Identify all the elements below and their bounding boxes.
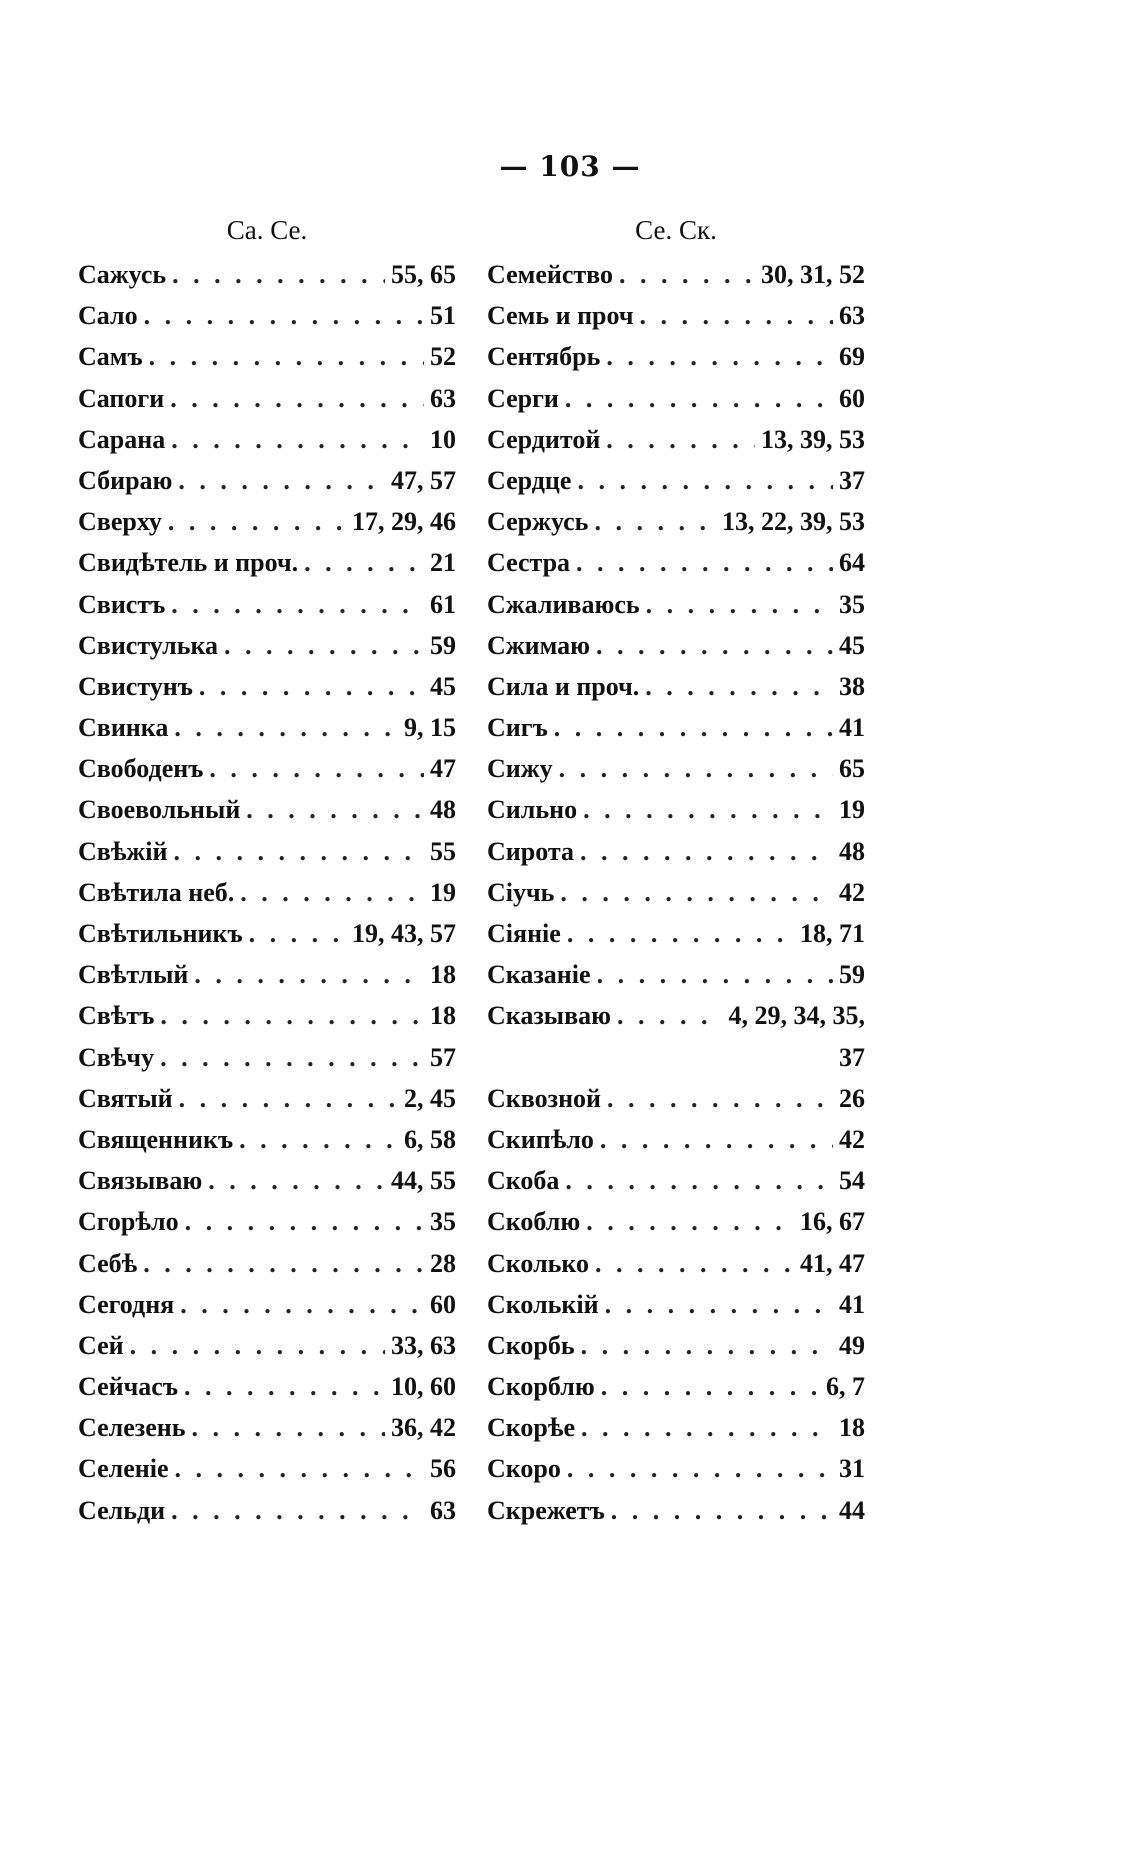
entry-pages: 18, 71 <box>800 919 865 948</box>
index-entry <box>78 584 456 625</box>
entry-pages: 19 <box>839 795 865 825</box>
index-entry <box>78 1201 456 1242</box>
entry-pages: 13, 39, 53 <box>761 424 865 454</box>
index-entry <box>78 1490 456 1531</box>
entry-term: Сила и проч. <box>487 671 640 701</box>
index-entry <box>487 419 865 460</box>
entry-pages: 38 <box>839 671 865 701</box>
entry-term: Свидѣтель и проч. <box>78 548 299 578</box>
index-entry <box>487 789 865 830</box>
dot-leader <box>567 913 794 954</box>
dot-leader <box>199 666 424 707</box>
index-entry <box>78 995 456 1036</box>
entry-term: Сжимаю <box>487 630 591 660</box>
entry-pages: 63 <box>839 301 865 331</box>
entry-pages: 21 <box>430 548 456 578</box>
entry-term: Скоро <box>487 1454 561 1484</box>
entry-pages: 55, 65 <box>391 260 456 289</box>
entry-term: Скипѣло <box>487 1124 594 1154</box>
dot-leader <box>184 1366 385 1407</box>
entry-term: Сижу <box>487 754 553 784</box>
dot-leader <box>130 1325 385 1366</box>
dot-leader <box>178 460 385 501</box>
dot-leader <box>171 1490 424 1531</box>
entry-term: Сажусь <box>78 260 167 289</box>
index-entry <box>78 378 456 419</box>
entry-term: Серги <box>487 383 559 413</box>
entry-pages: 63 <box>430 1495 456 1525</box>
entry-pages: 18 <box>839 1413 865 1443</box>
index-entry <box>487 913 865 954</box>
entry-pages: 45 <box>430 671 456 701</box>
entry-pages: 10, 60 <box>391 1372 456 1402</box>
dot-leader <box>600 1119 833 1160</box>
entry-term: Себѣ <box>78 1248 138 1278</box>
entry-pages: 45 <box>839 630 865 660</box>
right-column-header: Се. Ск. <box>635 215 717 245</box>
entry-pages: 48 <box>430 795 456 825</box>
index-entry <box>487 995 865 1036</box>
entry-pages: 44, 55 <box>391 1166 456 1196</box>
index-entry <box>78 460 456 501</box>
right-column <box>487 208 865 1531</box>
entry-pages: 6, 58 <box>404 1124 456 1154</box>
entry-term: Свѣчу <box>78 1042 155 1072</box>
entry-term: Сапоги <box>78 383 165 413</box>
dot-leader <box>194 954 424 995</box>
dot-leader <box>640 295 833 336</box>
entry-pages: 9, 15 <box>404 713 456 743</box>
entry-term: Своевольный <box>78 795 241 825</box>
entry-pages: 33, 63 <box>391 1330 456 1360</box>
dot-leader <box>209 748 424 789</box>
entry-term: Свѣжій <box>78 836 168 866</box>
entry-term: Сказываю <box>487 1001 612 1031</box>
entry-pages: 35 <box>430 1207 456 1237</box>
entry-pages: 55 <box>430 836 456 866</box>
index-entry <box>78 748 456 789</box>
entry-pages: 35 <box>839 589 865 619</box>
entry-term: Сіяніе <box>487 919 561 948</box>
index-entry <box>487 378 865 419</box>
dot-leader <box>239 1119 398 1160</box>
entry-term: Сердце <box>487 465 572 495</box>
index-entry <box>487 1201 865 1242</box>
entry-term: Сегодня <box>78 1289 175 1319</box>
entry-term: Сбираю <box>78 465 173 495</box>
dot-leader <box>560 872 833 913</box>
entry-term: Сильно <box>487 795 578 825</box>
dot-leader <box>185 1201 424 1242</box>
entry-term: Сало <box>78 301 138 331</box>
entry-pages: 37 <box>839 1042 865 1072</box>
index-entry <box>78 913 456 954</box>
dot-leader <box>606 419 755 460</box>
index-entry <box>78 419 456 460</box>
entry-pages: 56 <box>430 1454 456 1484</box>
entry-pages: 19, 43, 57 <box>352 919 456 948</box>
dot-leader <box>611 1490 833 1531</box>
entry-term: Свѣтила неб. <box>78 877 235 907</box>
index-entry <box>487 1078 865 1119</box>
dot-leader <box>645 666 833 707</box>
entry-pages: 41, 47 <box>800 1248 865 1278</box>
index-entry <box>487 1243 865 1284</box>
entry-pages: 47 <box>430 754 456 784</box>
index-entry <box>78 789 456 830</box>
index-entry <box>78 1366 456 1407</box>
entry-term: Семейство <box>487 260 614 289</box>
entry-pages: 59 <box>839 960 865 990</box>
entry-pages: 41 <box>839 1289 865 1319</box>
dot-leader <box>180 1284 424 1325</box>
entry-pages: 60 <box>430 1289 456 1319</box>
entry-term: Свинка <box>78 713 169 743</box>
dot-leader <box>172 254 385 295</box>
entry-term: Свѣтъ <box>78 1001 155 1031</box>
dot-leader <box>567 1448 833 1489</box>
left-column-header: Са. Се. <box>226 215 308 245</box>
entry-term: Сержусь <box>487 507 589 537</box>
dot-leader <box>596 625 833 666</box>
dot-leader <box>605 1284 833 1325</box>
index-entry <box>487 1366 865 1407</box>
entry-term: Сейчасъ <box>78 1372 178 1402</box>
entry-pages: 65 <box>839 754 865 784</box>
entry-pages: 51 <box>430 301 456 331</box>
entry-pages: 31 <box>839 1454 865 1484</box>
dot-leader <box>554 707 833 748</box>
entry-pages: 63 <box>430 383 456 413</box>
index-entry <box>487 1119 865 1160</box>
entry-pages: 61 <box>430 589 456 619</box>
dot-leader <box>144 295 424 336</box>
entry-pages: 2, 45 <box>404 1083 456 1113</box>
entry-term: Скорблю <box>487 1372 595 1402</box>
entry-term: Связываю <box>78 1166 203 1196</box>
entry-term: Самъ <box>78 342 143 372</box>
dot-leader <box>224 625 424 666</box>
entry-pages: 54 <box>839 1166 865 1196</box>
dot-leader <box>559 748 833 789</box>
entry-pages: 41 <box>839 713 865 743</box>
dot-leader <box>174 707 398 748</box>
dot-leader <box>586 1201 794 1242</box>
entry-pages: 52 <box>430 342 456 372</box>
dot-leader <box>576 542 833 583</box>
dot-leader <box>168 501 346 542</box>
entry-pages: 13, 22, 39, 53 <box>722 507 865 537</box>
entry-pages: 18 <box>430 960 456 990</box>
entry-pages: 4, 29, 34, 35, <box>728 1001 865 1031</box>
entry-term: Сельди <box>78 1495 166 1525</box>
dot-leader <box>175 1448 424 1489</box>
entry-pages: 30, 31, 52 <box>761 260 865 289</box>
index-entry <box>78 1243 456 1284</box>
index-entry <box>487 1284 865 1325</box>
dot-leader <box>160 1037 424 1078</box>
dot-leader <box>565 378 833 419</box>
entry-pages: 10 <box>430 424 456 454</box>
dot-leader <box>246 789 424 830</box>
index-entry <box>487 501 865 542</box>
index-entry <box>487 295 865 336</box>
entry-pages: 19 <box>430 877 456 907</box>
entry-term: Свистъ <box>78 589 166 619</box>
entry-pages: 57 <box>430 1042 456 1072</box>
dot-leader <box>619 254 755 295</box>
index-entry <box>78 1325 456 1366</box>
dot-leader <box>606 336 833 377</box>
left-entry-list <box>78 254 456 1531</box>
entry-pages: 16, 67 <box>800 1207 865 1237</box>
index-entry <box>487 1160 865 1201</box>
index-entry <box>78 831 456 872</box>
entry-pages: 48 <box>839 836 865 866</box>
dot-leader <box>581 1325 833 1366</box>
index-entry <box>487 254 865 295</box>
dot-leader <box>583 789 833 830</box>
entry-term: Сколько <box>487 1248 590 1278</box>
dot-leader <box>594 501 716 542</box>
dot-leader <box>179 1078 398 1119</box>
index-entry <box>487 1490 865 1531</box>
dot-leader <box>597 954 833 995</box>
entry-term: Священникъ <box>78 1124 234 1154</box>
dot-leader <box>249 913 346 954</box>
entry-pages: 44 <box>839 1495 865 1525</box>
entry-term: Селезень <box>78 1413 186 1443</box>
entry-term: Скорбь <box>487 1330 575 1360</box>
entry-pages: 28 <box>430 1248 456 1278</box>
entry-term: Скоблю <box>487 1207 581 1237</box>
index-entry <box>487 1448 865 1489</box>
index-entry <box>78 336 456 377</box>
index-entry <box>78 666 456 707</box>
entry-term: Святый <box>78 1083 173 1113</box>
entry-term: Свободенъ <box>78 754 204 784</box>
index-entry <box>78 625 456 666</box>
dot-leader <box>171 419 424 460</box>
dot-leader <box>240 872 424 913</box>
dot-leader <box>577 460 833 501</box>
entry-pages: 59 <box>430 630 456 660</box>
entry-term: Сжаливаюсь <box>487 589 640 619</box>
index-entry <box>78 501 456 542</box>
dot-leader <box>208 1160 385 1201</box>
dot-leader <box>646 584 833 625</box>
entry-pages: 17, 29, 46 <box>352 507 456 537</box>
index-entry <box>487 460 865 501</box>
entry-term: Сестра <box>487 548 571 578</box>
index-entry <box>487 584 865 625</box>
index-entry <box>487 707 865 748</box>
left-column <box>78 208 456 1531</box>
dot-leader <box>617 995 722 1036</box>
entry-term: Селеніе <box>78 1454 169 1484</box>
entry-term: Свѣтлый <box>78 960 189 990</box>
entry-term: Свѣтильникъ <box>78 919 243 948</box>
index-entry <box>78 954 456 995</box>
dot-leader <box>173 831 424 872</box>
entry-pages: 36, 42 <box>391 1413 456 1443</box>
dot-leader <box>191 1407 385 1448</box>
index-entry <box>487 1037 865 1078</box>
index-entry <box>487 336 865 377</box>
entry-pages: 42 <box>839 1124 865 1154</box>
dot-leader <box>170 378 424 419</box>
entry-pages: 26 <box>839 1083 865 1113</box>
index-entry <box>487 1325 865 1366</box>
index-entry <box>78 1284 456 1325</box>
index-entry <box>487 872 865 913</box>
index-entry <box>487 542 865 583</box>
index-entry <box>487 748 865 789</box>
page-number: — 103 — <box>499 150 641 183</box>
entry-term: Сарана <box>78 424 166 454</box>
index-entry <box>78 1078 456 1119</box>
dot-leader <box>595 1243 794 1284</box>
dot-leader <box>171 584 424 625</box>
entry-term: Сверху <box>78 507 162 537</box>
dot-leader <box>565 1160 833 1201</box>
entry-term: Сквозной <box>487 1083 602 1113</box>
entry-pages: 37 <box>839 465 865 495</box>
entry-term: Сказаніе <box>487 960 591 990</box>
index-entry <box>487 1407 865 1448</box>
entry-pages: 42 <box>839 877 865 907</box>
dot-leader <box>601 1366 820 1407</box>
dot-leader <box>149 336 424 377</box>
index-entry <box>78 254 456 295</box>
entry-term: Сирота <box>487 836 574 866</box>
entry-term: Сей <box>78 1330 124 1360</box>
dot-leader <box>143 1243 424 1284</box>
index-entry <box>78 1407 456 1448</box>
entry-pages: 47, 57 <box>391 465 456 495</box>
entry-pages: 64 <box>839 548 865 578</box>
entry-term: Сердитой <box>487 424 601 454</box>
index-entry <box>78 1037 456 1078</box>
dot-leader <box>160 995 424 1036</box>
entry-term: Сигъ <box>487 713 548 743</box>
index-entry <box>78 295 456 336</box>
entry-term: Скрежетъ <box>487 1495 605 1525</box>
index-entry <box>78 1119 456 1160</box>
entry-term: Семь и проч <box>487 301 634 331</box>
entry-pages: 69 <box>839 342 865 372</box>
dot-leader <box>304 542 424 583</box>
entry-term: Сентябрь <box>487 342 601 372</box>
index-entry <box>78 542 456 583</box>
entry-term: Скоба <box>487 1166 560 1196</box>
entry-term: Скорѣе <box>487 1413 576 1443</box>
entry-pages: 49 <box>839 1330 865 1360</box>
right-entry-list <box>487 254 865 1531</box>
dot-leader <box>581 1407 833 1448</box>
index-entry <box>78 1160 456 1201</box>
entry-term: Свистулька <box>78 630 219 660</box>
index-entry <box>487 625 865 666</box>
entry-pages: 6, 7 <box>826 1372 865 1402</box>
index-entry <box>487 831 865 872</box>
index-entry <box>78 1448 456 1489</box>
entry-term: Сколькій <box>487 1289 599 1319</box>
entry-term: Сіучь <box>487 877 555 907</box>
index-entry <box>487 666 865 707</box>
entry-pages: 18 <box>430 1001 456 1031</box>
index-entry <box>78 872 456 913</box>
entry-term: Сгорѣло <box>78 1207 179 1237</box>
index-entry <box>78 707 456 748</box>
entry-term: Свистунъ <box>78 671 193 701</box>
dot-leader <box>580 831 833 872</box>
dot-leader <box>607 1078 833 1119</box>
index-entry <box>487 954 865 995</box>
entry-pages: 60 <box>839 383 865 413</box>
